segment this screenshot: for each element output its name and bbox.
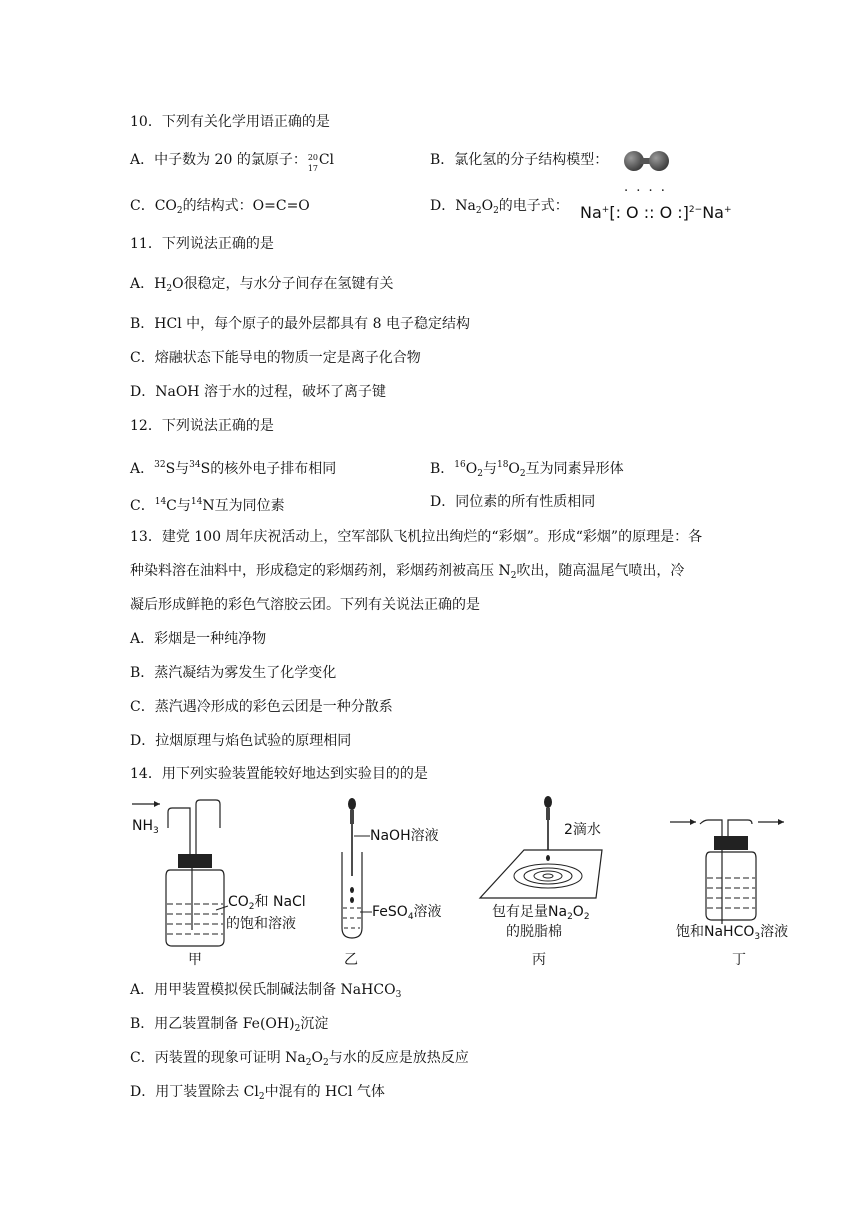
q13-line3: 凝后形成鲜艳的彩色气溶胶云团。下列有关说法正确的是	[130, 597, 480, 613]
q13-line2	[130, 561, 684, 586]
q10-option-d	[430, 196, 569, 221]
q14-c-suffix: 与水的反应是放热反应	[328, 1050, 469, 1066]
s34-mass: 34	[189, 460, 201, 470]
q12-option-d: D．同位素的所有性质相同	[430, 494, 596, 510]
s32-symbol: S	[165, 461, 176, 477]
cl2-sub: 2	[258, 1092, 265, 1102]
q14-option-d	[130, 1082, 385, 1107]
q10-d-prefix: D．	[430, 198, 456, 214]
ef-plus2: +	[723, 205, 732, 215]
q11-a-prefix: A．	[130, 276, 155, 292]
apparatus-figure	[120, 792, 820, 972]
n14-symbol: N	[202, 498, 215, 514]
q10-c-suffix: 的结构式：O=C=O	[182, 198, 310, 214]
na2o2-o: O	[481, 198, 494, 214]
apparatus-jia	[132, 800, 306, 968]
nahco3-sub: 3	[395, 990, 402, 1000]
q12-option-b	[430, 455, 624, 484]
svg-text:丙: 丙	[532, 952, 546, 968]
q13-option-a: A．彩烟是一种纯净物	[130, 631, 267, 647]
ef-na1: Na	[580, 203, 602, 222]
o18-mass: 18	[496, 460, 509, 470]
co2-formula: CO	[154, 198, 177, 214]
svg-text:的饱和溶液: 的饱和溶液	[226, 916, 296, 932]
h2o-o: O	[172, 276, 184, 292]
q11-a-suffix: 很稳定，与水分子间存在氢键有关	[183, 276, 394, 292]
na2o2-sub2: 2	[493, 206, 499, 216]
svg-text:乙: 乙	[344, 952, 358, 968]
q11-option-a	[130, 274, 394, 299]
o18-symbol: O	[508, 461, 520, 477]
h2o-h: H	[154, 276, 167, 292]
q14-d-suffix: 中混有的 HCl 气体	[264, 1084, 385, 1100]
q10-option-b-text: B．氯化氢的分子结构模型：	[430, 152, 609, 168]
svg-text:2滴水: 2滴水	[564, 822, 601, 838]
ef-peroxide: [: O :: O :]	[609, 203, 689, 222]
q12-c-mid: 与	[176, 498, 191, 514]
q11-option-b: B．HCl 中，每个原子的最外层都具有 8 电子稳定结构	[130, 316, 470, 332]
q10-c-prefix: C．	[130, 198, 155, 214]
svg-text:甲: 甲	[188, 952, 202, 968]
s34-symbol: S	[200, 461, 211, 477]
o16-symbol: O	[465, 461, 478, 477]
na2o2-c-sub2: 2	[322, 1058, 329, 1068]
q14-a-text: A．用甲装置模拟侯氏制碱法制备 NaHCO	[130, 982, 396, 998]
svg-text:CO2和 NaCl: $CO_2$和 NaCl	[228, 894, 306, 912]
q10-option-b	[430, 150, 608, 170]
q14-option-b	[130, 1014, 328, 1039]
o16-sub: 2	[477, 469, 483, 479]
q10-d-suffix: 的电子式：	[498, 198, 569, 214]
q13-line1: 13．建党 100 周年庆祝活动上，空军部队飞机拉出绚烂的“彩烟”。形成“彩烟”的原理是：各	[130, 529, 703, 545]
q14-c-text: C．丙装置的现象可证明 Na	[130, 1050, 306, 1066]
ef-na2: Na	[702, 203, 724, 222]
q12-option-a	[130, 455, 336, 479]
q12-a-mid: 与	[175, 461, 190, 477]
c14-symbol: C	[166, 498, 177, 514]
svg-text:包有足量Na2O2: 包有足量$Na_2O_2$	[492, 904, 590, 922]
feoh2-sub: 2	[294, 1024, 301, 1034]
element-symbol: Cl	[318, 152, 335, 168]
chlorine-nuclide	[307, 150, 319, 173]
q13-line2a: 种染料溶在油料中，形成稳定的彩烟药剂，彩烟药剂被高压 N	[130, 563, 511, 579]
svg-text:的脱脂棉: 的脱脂棉	[506, 924, 562, 940]
lone-pair-dots: . . . .	[624, 180, 667, 195]
q14-option-c	[130, 1048, 469, 1073]
q13-line2b: 吹出，随高温尾气喷出，冷	[516, 563, 685, 579]
q10-option-c	[130, 196, 310, 221]
q10-stem: 10．下列有关化学用语正确的是	[130, 114, 330, 130]
q12-stem: 12．下列说法正确的是	[130, 418, 274, 434]
o18-sub: 2	[519, 469, 526, 479]
svg-text:丁: 丁	[732, 952, 746, 968]
svg-text:NH3: $NH_3$	[132, 818, 159, 836]
mass-number: 20	[307, 153, 319, 162]
c14-mass: 14	[154, 497, 167, 507]
q13-option-c: C．蒸汽遇冷形成的彩色云团是一种分散系	[130, 699, 393, 715]
q11-stem: 11．下列说法正确的是	[130, 236, 274, 252]
svg-text:FeSO4溶液: FeSO$_4$溶液	[372, 904, 442, 922]
q12-a-suffix: 的核外电子排布相同	[210, 461, 337, 477]
q10-option-a-text: A．中子数为 20 的氯原子：	[130, 152, 307, 168]
q12-a-prefix: A．	[130, 461, 155, 477]
na2o2-na: Na	[455, 198, 476, 214]
co2-subscript: 2	[176, 206, 183, 216]
q14-b-text: B．用乙装置制备 Fe(OH)	[130, 1016, 295, 1032]
q12-b-mid: 与	[482, 461, 497, 477]
ef-plus1: +	[601, 205, 610, 215]
q14-b-suffix: 沉淀	[300, 1016, 329, 1032]
o16-mass: 16	[454, 460, 466, 470]
q11-option-c: C．熔融状态下能导电的物质一定是离子化合物	[130, 350, 421, 366]
q12-c-prefix: C．	[130, 498, 155, 514]
svg-text:饱和NaHCO3溶液: 饱和NaHCO$_3$溶液	[676, 924, 789, 942]
q12-option-c	[130, 492, 285, 516]
s32-mass: 32	[154, 460, 166, 470]
na2o2-c-sub1: 2	[305, 1058, 312, 1068]
apparatus-yi	[342, 798, 442, 968]
svg-text:NaOH溶液: NaOH溶液	[370, 828, 439, 844]
q10-option-a	[130, 150, 335, 173]
q14-stem: 14．用下列实验装置能较好地达到实验目的的是	[130, 766, 428, 782]
na2o2-sub1: 2	[475, 206, 482, 216]
apparatus-bing	[480, 796, 602, 968]
q12-b-prefix: B．	[430, 461, 455, 477]
n2-sub: 2	[510, 571, 517, 581]
q14-d-text: D．用丁装置除去 Cl	[130, 1084, 259, 1100]
q13-option-b: B．蒸汽凝结为雾发生了化学变化	[130, 665, 337, 681]
q13-option-d: D．拉烟原理与焰色试验的原理相同	[130, 733, 352, 749]
atomic-number: 17	[307, 164, 319, 173]
q12-b-suffix: 互为同素异形体	[525, 461, 624, 477]
q14-option-a	[130, 980, 401, 1005]
ef-charge: 2−	[688, 205, 703, 215]
q12-c-suffix: 互为同位素	[214, 498, 285, 514]
na2o2-electron-formula	[580, 200, 732, 223]
apparatus-ding	[670, 819, 788, 968]
q11-option-d: D．NaOH 溶于水的过程，破坏了离子键	[130, 384, 386, 400]
na2o2-c-o: O	[311, 1050, 323, 1066]
n14-mass: 14	[190, 497, 203, 507]
h2o-sub: 2	[166, 284, 173, 294]
hcl-molecule-model-icon	[622, 148, 672, 174]
